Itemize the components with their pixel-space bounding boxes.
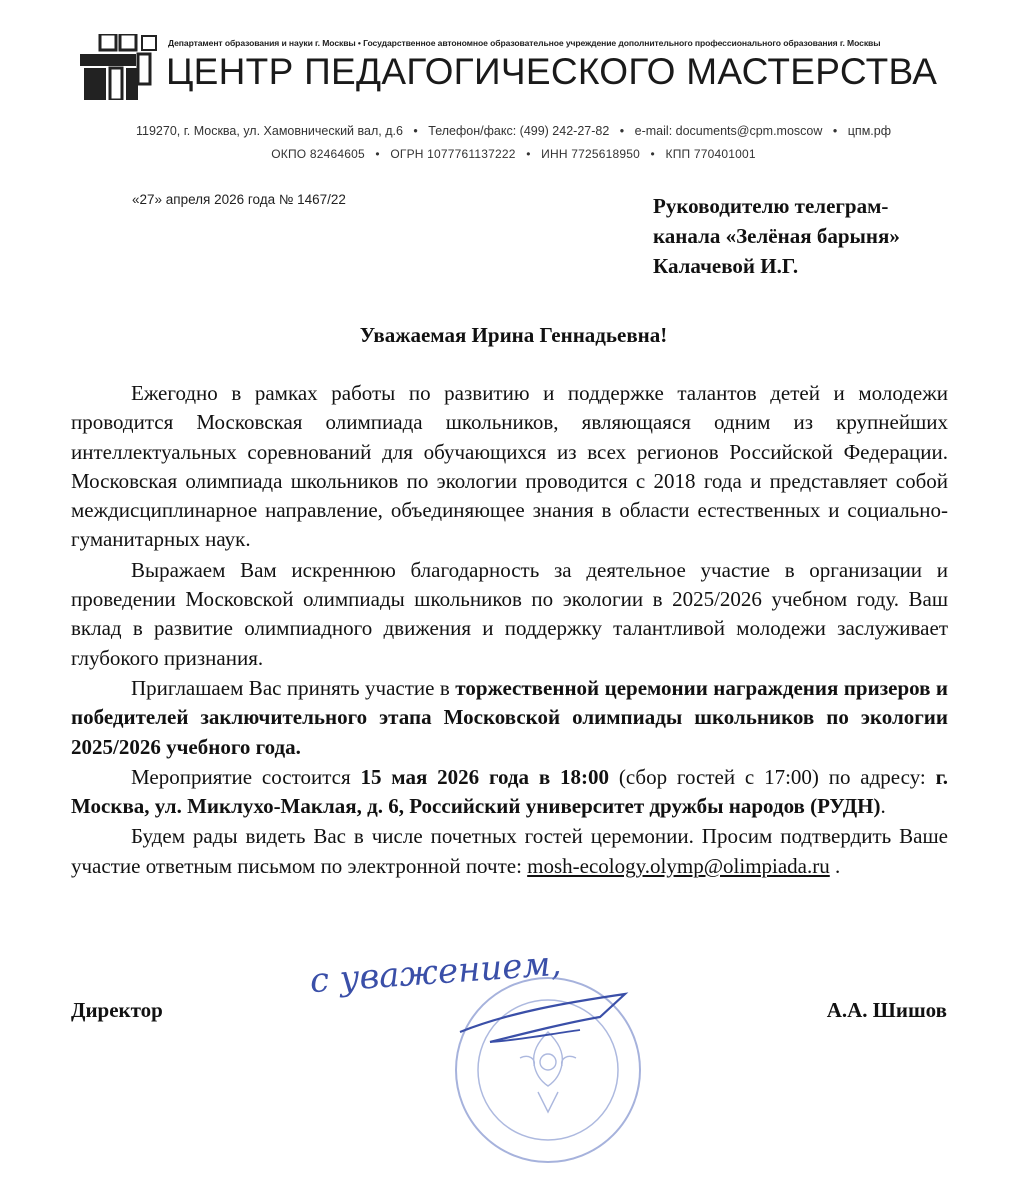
separator: • xyxy=(375,147,380,161)
official-stamp xyxy=(450,962,646,1172)
paragraph-2: Выражаем Вам искреннюю благодарность за деятельное участие в организации и проведении Московской олимпиады школьников по экологии в 2025/2026 учебном году. Ваш вклад в развитие олимпиадного движения и поддержку талантливой молодежи заслуживает глубокого признания. xyxy=(71,557,948,670)
ceremony-title: торжественной церемонии награждения призеров и победителей заключительного этапа Московской олимпиады школьников по экологии 2025/2026 учебного года. xyxy=(71,675,949,759)
recipient-line: Калачевой И.Г. xyxy=(653,254,799,278)
salutation: Уважаемая Ирина Геннадьевна! xyxy=(359,323,668,347)
director-title: Директор xyxy=(71,998,163,1022)
recipient-line: канала «Зелёная барыня» xyxy=(653,224,900,248)
paragraph-4-end: . xyxy=(880,794,886,819)
email: e-mail: documents@cpm.moscow xyxy=(634,124,823,138)
recipient-block xyxy=(653,191,900,281)
letter-body xyxy=(71,379,948,882)
closing-text: с уважением, xyxy=(308,943,563,1002)
address: 119270, г. Москва, ул. Хамовнический вал, д.6 xyxy=(135,124,403,138)
inn: ИНН 7725618950 xyxy=(541,147,640,161)
separator: • xyxy=(526,147,531,161)
contacts-row-1 xyxy=(0,124,1027,138)
separator: • xyxy=(413,124,418,138)
paragraph-5-end: . xyxy=(829,853,841,878)
date-and-number: «27» апреля 2026 года № 1467/22 xyxy=(132,192,346,207)
kpp: КПП 770401001 xyxy=(665,147,756,161)
separator: • xyxy=(619,124,625,138)
paragraph-1: Ежегодно в рамках работы по развитию и поддержке талантов детей и молодежи проводится Московская олимпиада школьников, являющаяся одним из крупнейших интеллектуальных соревнований для обучающихся из всех регионов Российской Федерации. Московская олимпиада школьников по экологии проводится с 2018 года и представляет собой междисциплинарное направление, объединяющее знания в области естественных и социально-гуманитарных наук. xyxy=(71,381,948,552)
contacts-row-2 xyxy=(0,147,1027,161)
website: цпм.рф xyxy=(847,124,891,138)
ogrn: ОГРН 1077761137222 xyxy=(390,147,516,161)
paragraph-5 xyxy=(71,822,948,881)
paragraph-4-text: (сбор гостей с 17:00) по адресу: xyxy=(609,764,936,789)
contact-email-link[interactable]: mosh-ecology.olymp@olimpiada.ru xyxy=(527,853,830,878)
organization-logo xyxy=(80,34,160,100)
separator: • xyxy=(650,147,655,161)
event-date: 15 мая 2026 года в 18:00 xyxy=(360,764,610,789)
recipient-line: Руководителю телеграм- xyxy=(653,194,889,218)
paragraph-3 xyxy=(71,674,948,762)
director-name: А.А. Шишов xyxy=(826,998,947,1022)
paragraph-4 xyxy=(71,763,948,822)
paragraph-3-text: Приглашаем Вас принять участие в xyxy=(131,675,456,700)
paragraph-5-text: Будем рады видеть Вас в числе почетных гостей церемонии. Просим подтвердить Ваше участие ответным письмом по электронной почте: xyxy=(71,824,948,878)
okpo: ОКПО 82464605 xyxy=(271,147,365,161)
paragraph-4-text: Мероприятие состоится xyxy=(131,764,361,789)
department-line: Департамент образования и науки г. Москвы • Государственное автономное образовательное учреждение дополнительного профессионального образования г. Москвы xyxy=(168,38,881,48)
organization-title: ЦЕНТР ПЕДАГОГИЧЕСКОГО МАСТЕРСТВА xyxy=(166,51,938,92)
phone: Телефон/факс: (499) 242-27-82 xyxy=(428,124,610,138)
event-address: г. Москва, ул. Миклухо-Маклая, д. 6, Российский университет дружбы народов (РУДН) xyxy=(71,764,949,819)
separator: • xyxy=(832,124,838,138)
